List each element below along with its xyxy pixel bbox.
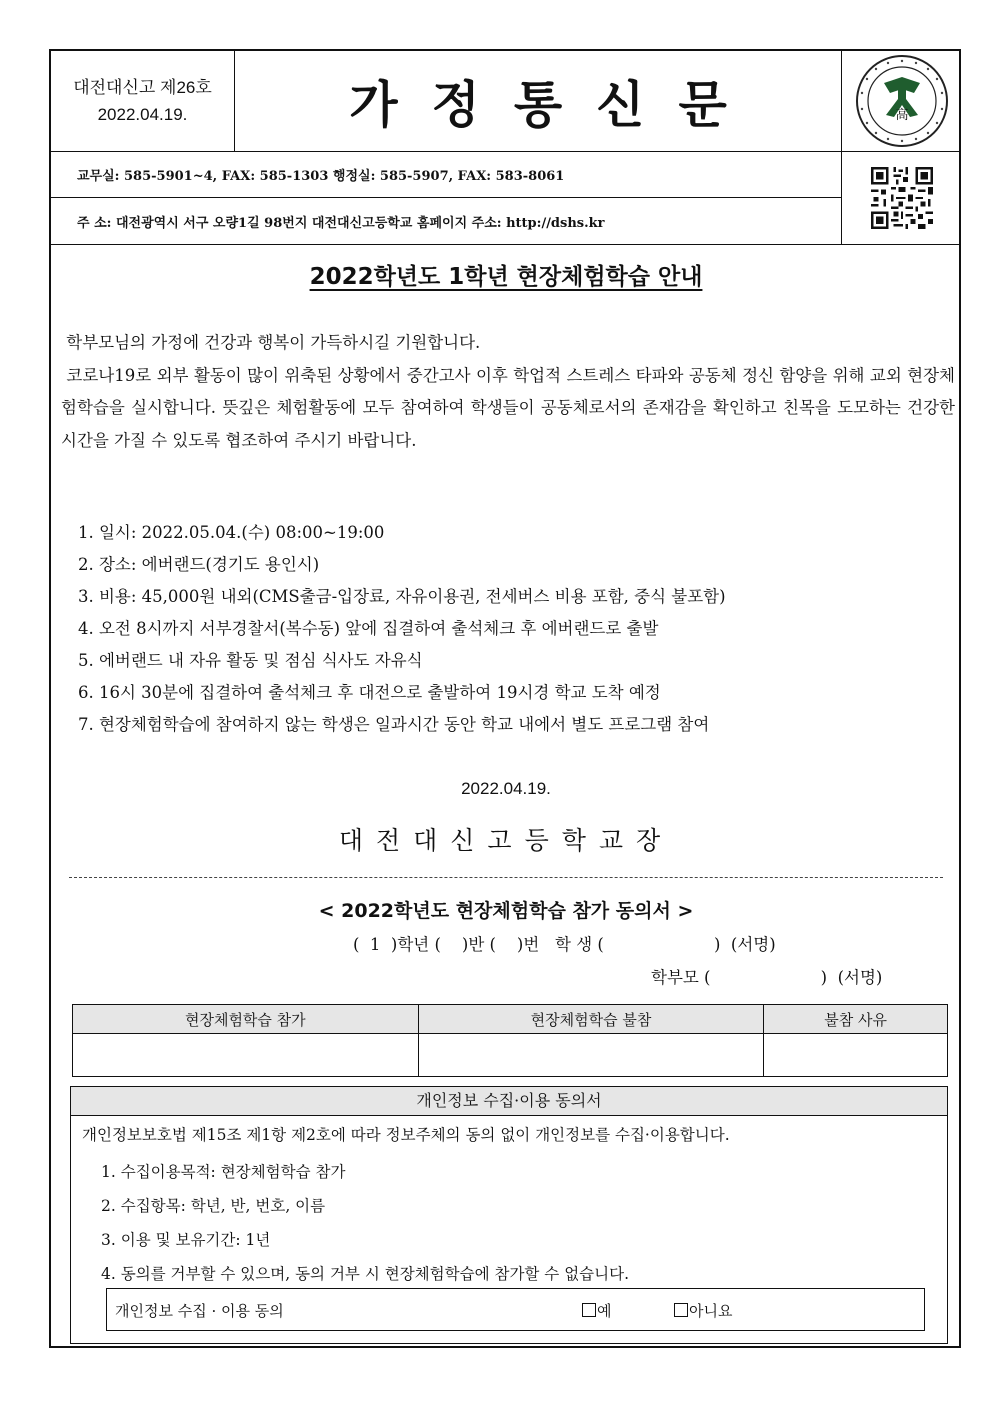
parent-sign-line[interactable]: 학부모 ( ) (서명) bbox=[651, 968, 883, 987]
privacy-item: 2. 수집항목: 학년, 반, 번호, 이름 bbox=[101, 1197, 326, 1215]
newsletter-title: 가정통신문 bbox=[235, 51, 841, 152]
absent-cell[interactable] bbox=[418, 1034, 764, 1077]
intro-body: 코로나19로 외부 활동이 많이 위축된 상황에서 중간고사 이후 학업적 스트레스 타파와 공동체 정신 함양을 위해 교외 현장체험학습을 실시합니다. 뜻깊은 체험활동에 모두 참여하여 학생들이 공동체로서의 존재감을 확인하고 친목을 도모하는 건강한 시간을 가질 수 있도록 협조하여 주시기 바랍니다. bbox=[61, 365, 955, 450]
contact-address: 주 소: 대전광역시 서구 오량1길 98번지 대전대신고등학교 홈페이지 주소: http://dshs.kr bbox=[77, 215, 605, 231]
school-logo bbox=[841, 51, 961, 152]
privacy-item: 1. 수집이용목적: 현장체험학습 참가 bbox=[101, 1163, 346, 1181]
privacy-list bbox=[101, 1155, 629, 1291]
yes-checkbox[interactable] bbox=[582, 1303, 596, 1317]
col-absent: 현장체험학습 불참 bbox=[418, 1005, 764, 1034]
col-reason: 불참 사유 bbox=[764, 1005, 948, 1034]
issue-school: 대전대신고 제26호 bbox=[73, 78, 212, 97]
agree-no-option[interactable]: 아니요 bbox=[674, 1300, 732, 1321]
student-sign-line[interactable]: ( 1 )학년 ( )반 ( )번 학 생 ( ) (서명) bbox=[353, 935, 776, 954]
privacy-title: 개인정보 수집·이용 동의서 bbox=[71, 1087, 947, 1116]
info-item: 6. 16시 30분에 집결하여 출석체크 후 대전으로 출발하여 19시경 학교 도착 예정 bbox=[78, 683, 661, 702]
privacy-consent-box bbox=[70, 1086, 948, 1344]
no-checkbox[interactable] bbox=[674, 1303, 688, 1317]
cut-line bbox=[69, 877, 943, 878]
issue-info bbox=[51, 51, 235, 152]
school-emblem-icon bbox=[854, 53, 950, 149]
intro-greeting: 학부모님의 가정에 건강과 행복이 가득하시길 기원합니다. bbox=[66, 333, 481, 352]
privacy-agree-row bbox=[106, 1288, 925, 1331]
intro-text bbox=[61, 327, 955, 457]
info-item: 7. 현장체험학습에 참여하지 않는 학생은 일과시간 동안 학교 내에서 별도 프로그램 참여 bbox=[78, 715, 710, 734]
document-frame bbox=[49, 49, 961, 1348]
contact-phone: 교무실: 585-5901~4, FAX: 585-1303 행정실: 585-5907, FAX: 583-8061 bbox=[51, 152, 841, 198]
reason-cell[interactable] bbox=[764, 1034, 948, 1077]
header-divider bbox=[51, 244, 961, 245]
col-attend: 현장체험학습 참가 bbox=[73, 1005, 419, 1034]
privacy-intro: 개인정보보호법 제15조 제1항 제2호에 따라 정보주체의 동의 없이 개인정보를 수집·이용합니다. bbox=[82, 1126, 730, 1144]
info-item: 5. 에버랜드 내 자유 활동 및 점심 식사도 자유식 bbox=[78, 651, 423, 670]
privacy-item: 4. 동의를 거부할 수 있으며, 동의 거부 시 현장체험학습에 참가할 수 없습니다. bbox=[101, 1265, 630, 1283]
privacy-item: 3. 이용 및 보유기간: 1년 bbox=[101, 1231, 271, 1249]
consent-title: < 2022학년도 현장체험학습 참가 동의서 > bbox=[318, 900, 694, 922]
qr-code bbox=[841, 152, 961, 244]
info-item: 1. 일시: 2022.05.04.(수) 08:00~19:00 bbox=[78, 523, 385, 542]
agree-yes-option[interactable]: 예 bbox=[582, 1300, 612, 1321]
qr-code-icon bbox=[871, 167, 933, 229]
info-item: 4. 오전 8시까지 서부경찰서(복수동) 앞에 집결하여 출석체크 후 에버랜드로 출발 bbox=[78, 619, 659, 638]
info-item: 3. 비용: 45,000원 내외(CMS출금-입장료, 자유이용권, 전세버스 비용 포함, 중식 불포함) bbox=[78, 587, 726, 606]
notice-date: 2022.04.19. bbox=[461, 779, 551, 798]
svg-text:高: 高 bbox=[894, 108, 909, 123]
attendance-table bbox=[72, 1004, 948, 1077]
issue-date: 2022.04.19. bbox=[97, 105, 188, 124]
info-list bbox=[78, 517, 726, 741]
agree-label: 개인정보 수집 · 이용 동의 bbox=[115, 1302, 284, 1320]
info-item: 2. 장소: 에버랜드(경기도 용인시) bbox=[78, 555, 320, 574]
principal-signature: 대전대신고등학교장 bbox=[338, 826, 674, 855]
document-title: 2022학년도 1학년 현장체험학습 안내 bbox=[309, 264, 703, 290]
attend-cell[interactable] bbox=[73, 1034, 419, 1077]
